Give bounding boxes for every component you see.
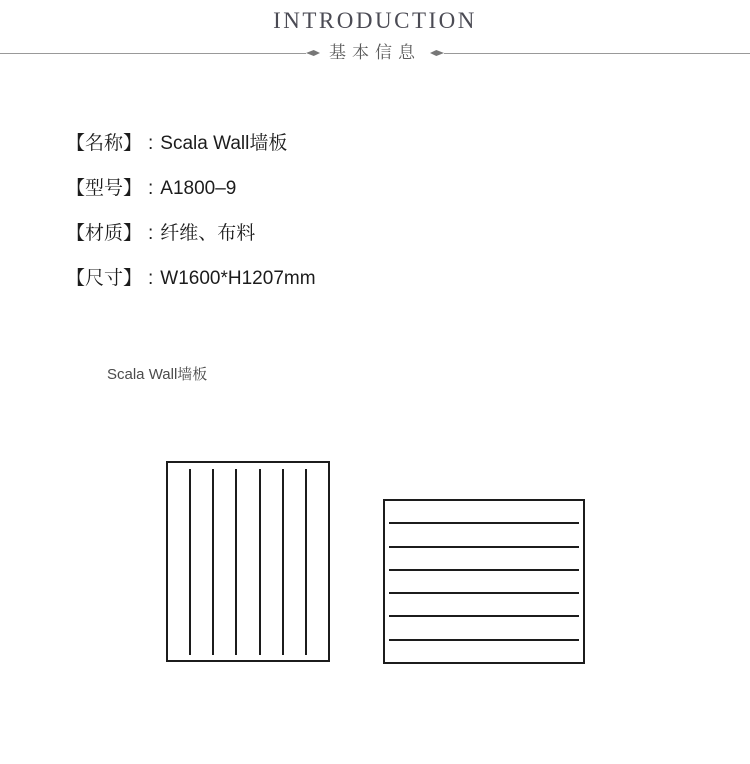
spec-list	[66, 133, 316, 313]
spec-row-model	[66, 178, 316, 199]
panel-slat-line	[212, 469, 214, 655]
panel-slat-line	[189, 469, 191, 655]
panel-slat-line	[389, 639, 579, 641]
right-rule-line	[444, 53, 750, 54]
spec-row-material	[66, 223, 316, 244]
panel-slat-line	[389, 615, 579, 617]
spec-label: 【型号】	[66, 178, 143, 199]
spec-value: W1600*H1207mm	[160, 268, 316, 289]
spec-colon: :	[148, 223, 154, 244]
spec-value: Scala Wall墙板	[160, 133, 288, 154]
panel-slat-line	[282, 469, 284, 655]
panel-slat-line	[259, 469, 261, 655]
panel-slat-line	[389, 522, 579, 524]
spec-label: 【材质】	[66, 223, 143, 244]
panel-slat-line	[305, 469, 307, 655]
panel-slat-line	[389, 569, 579, 571]
spec-colon: :	[148, 268, 154, 289]
section-subtitle: 基本信息	[329, 43, 421, 62]
panel-slat-line	[235, 469, 237, 655]
spec-value: A1800–9	[160, 178, 237, 199]
vertical-slat-panel-diagram	[166, 461, 330, 662]
panel-slat-line	[389, 546, 579, 548]
spec-colon: :	[148, 133, 154, 154]
section-subheader	[0, 44, 750, 62]
spec-value: 纤维、布料	[160, 223, 256, 244]
horizontal-slat-panel-diagram	[383, 499, 585, 664]
spec-label: 【尺寸】	[66, 268, 143, 289]
spec-colon: :	[148, 178, 154, 199]
left-rule-line	[0, 53, 306, 54]
spec-row-size	[66, 268, 316, 289]
diamond-icon	[430, 50, 444, 56]
panel-caption: Scala Wall墙板	[107, 366, 208, 383]
page-title: INTRODUCTION	[273, 8, 477, 33]
spec-label: 【名称】	[66, 133, 143, 154]
panel-slat-line	[389, 592, 579, 594]
diamond-icon	[306, 50, 320, 56]
spec-row-name	[66, 133, 316, 154]
